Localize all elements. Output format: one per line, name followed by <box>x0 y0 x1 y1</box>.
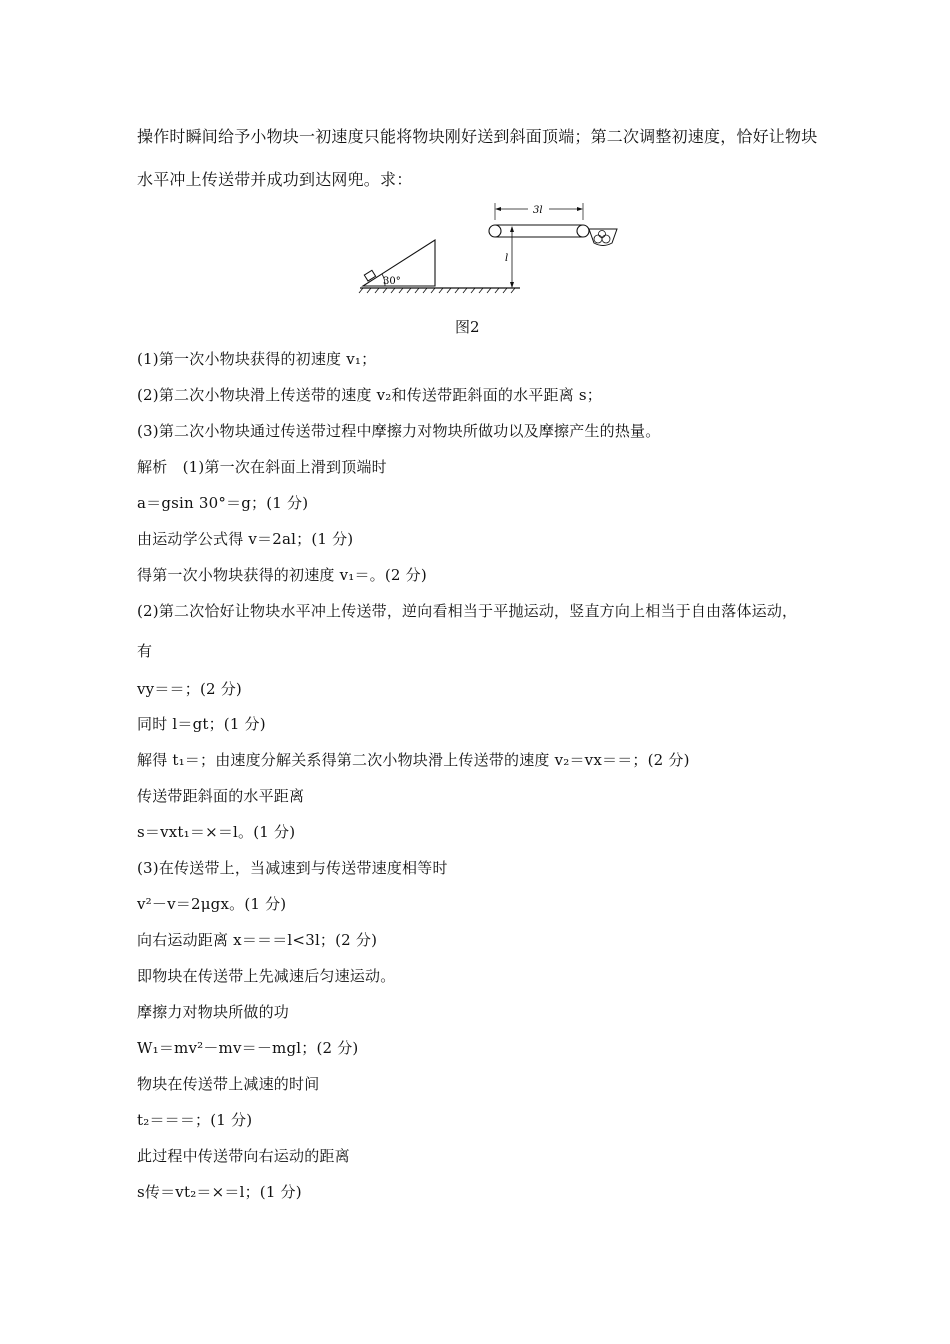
text-line: 此过程中传送带向右运动的距离 <box>137 1147 350 1165</box>
text-line: (2)第二次恰好让物块水平冲上传送带，逆向看相当于平抛运动，竖直方向上相当于自由落体运动， <box>137 602 798 620</box>
text-line: a＝gsin 30°＝g；(1 分) <box>137 494 309 512</box>
right-roller <box>577 225 589 237</box>
text-line: t₂＝＝＝；(1 分) <box>137 1111 253 1129</box>
text-line: 传送带距斜面的水平距离 <box>137 787 305 805</box>
height-label: l <box>505 253 509 264</box>
text-line: 解得 t₁＝；由速度分解关系得第二次小物块滑上传送带的速度 v₂＝vx＝＝；(2 分) <box>137 751 690 769</box>
text-line: 有 <box>137 642 153 660</box>
text-line: vy＝＝；(2 分) <box>137 680 242 698</box>
text-line: s＝vxt₁＝×＝l。(1 分) <box>137 823 296 841</box>
intro-line-2: 水平冲上传送带并成功到达网兜。求： <box>137 170 413 189</box>
figure-caption: 图2 <box>455 318 480 336</box>
text-line: 同时 l＝gt；(1 分) <box>137 715 266 733</box>
text-line: 即物块在传送带上先减速后匀速运动。 <box>137 967 396 985</box>
text-line: 向右运动距离 x＝＝＝l<3l；(2 分) <box>137 931 378 949</box>
text-line: 物块在传送带上减速的时间 <box>137 1075 320 1093</box>
intro-line-1: 操作时瞬间给予小物块一初速度只能将物块刚好送到斜面顶端；第二次调整初速度，恰好让物块 <box>137 127 818 146</box>
text-line: 得第一次小物块获得的初速度 v₁＝。(2 分) <box>137 566 427 584</box>
incline-conveyor-diagram <box>355 198 625 298</box>
text-line: (1)第一次小物块获得的初速度 v₁； <box>137 350 377 368</box>
left-roller <box>489 225 501 237</box>
physics-figure <box>355 198 625 298</box>
text-line: s传＝vt₂＝×＝l；(1 分) <box>137 1183 302 1201</box>
text-line: 由运动学公式得 v＝2al；(1 分) <box>137 530 354 548</box>
angle-label: 30° <box>383 276 401 287</box>
belt-length-label: 3l <box>533 205 543 216</box>
text-line: (2)第二次小物块滑上传送带的速度 v₂和传送带距斜面的水平距离 s； <box>137 386 602 404</box>
text-line: (3)在传送带上，当减速到与传送带速度相等时 <box>137 859 448 877</box>
text-line: 解析 (1)第一次在斜面上滑到顶端时 <box>137 458 387 476</box>
text-line: W₁＝mv²－mv＝－mgl；(2 分) <box>137 1039 359 1057</box>
text-line: 摩擦力对物块所做的功 <box>137 1003 290 1021</box>
text-line: (3)第二次小物块通过传送带过程中摩擦力对物块所做功以及摩擦产生的热量。 <box>137 422 661 440</box>
ground-hatching <box>359 288 515 293</box>
text-line: v²－v＝2μgx。(1 分) <box>137 895 287 913</box>
